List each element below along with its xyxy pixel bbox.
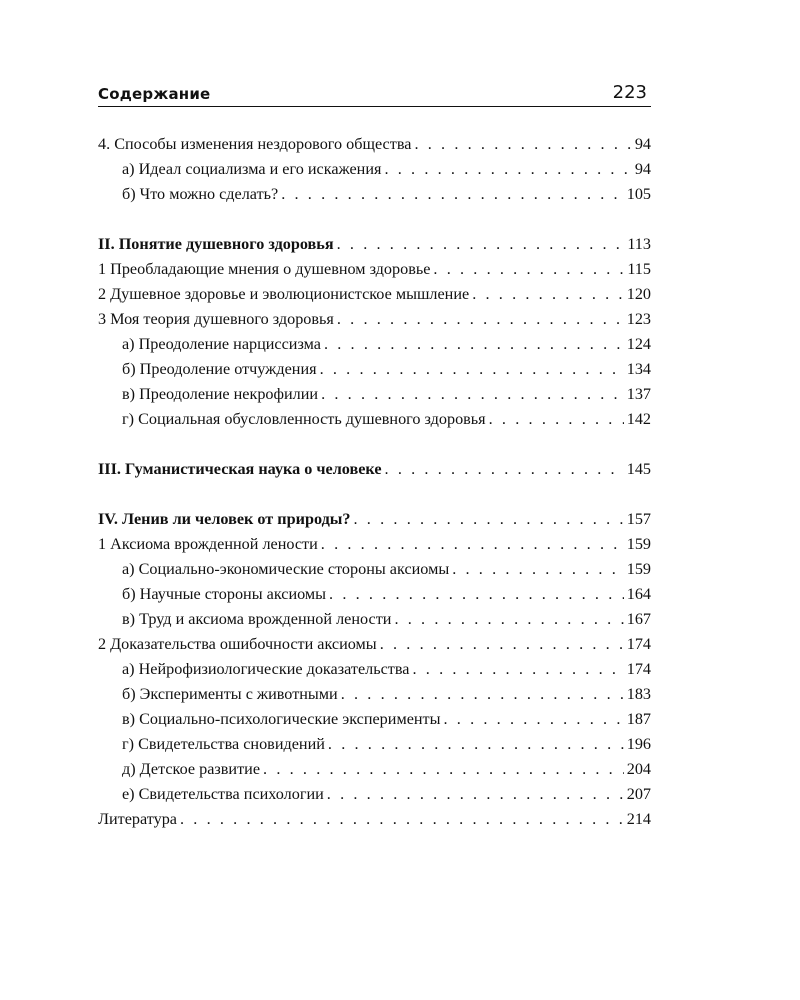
toc-entry <box>98 732 651 757</box>
toc-entry-page: 124 <box>626 335 651 353</box>
dot-leader <box>327 782 624 807</box>
table-of-contents <box>98 132 651 832</box>
toc-entry-page: 123 <box>626 310 651 328</box>
dot-leader <box>337 232 625 257</box>
toc-entry-title: 2 Доказательства ошибочности аксиомы <box>98 635 377 653</box>
header-title: Содержание <box>98 85 211 103</box>
header-page-number: 223 <box>612 82 647 103</box>
toc-entry <box>98 807 651 832</box>
toc-entry <box>98 407 651 432</box>
dot-leader <box>489 407 624 432</box>
toc-entry-title: 1 Аксиома врожденной лености <box>98 535 318 553</box>
toc-entry-page: 157 <box>626 510 651 528</box>
toc-entry-page: 94 <box>634 160 651 178</box>
toc-entry-page: 207 <box>626 785 651 803</box>
toc-entry-page: 167 <box>626 610 651 628</box>
dot-leader <box>328 732 624 757</box>
toc-entry <box>98 132 651 157</box>
dot-leader <box>380 632 624 657</box>
toc-entry <box>98 357 651 382</box>
dot-leader <box>394 607 623 632</box>
toc-entry-title: а) Социально-экономические стороны аксиомы <box>122 560 450 578</box>
dot-leader <box>321 382 624 407</box>
dot-leader <box>414 132 631 157</box>
toc-entry-title: 1 Преобладающие мнения о душевном здоровье <box>98 260 431 278</box>
toc-entry-page: 120 <box>626 285 651 303</box>
toc-entry-title: б) Преодоление отчуждения <box>122 360 317 378</box>
dot-leader <box>412 657 623 682</box>
toc-entry <box>98 607 651 632</box>
toc-entry <box>98 657 651 682</box>
toc-entry-title: е) Свидетельства психологии <box>122 785 324 803</box>
toc-entry-page: 115 <box>627 260 651 278</box>
dot-leader <box>354 507 624 532</box>
toc-entry-page: 204 <box>626 760 651 778</box>
toc-entry-page: 94 <box>634 135 651 153</box>
dot-leader <box>329 582 624 607</box>
dot-leader <box>433 257 624 282</box>
toc-entry-page: 142 <box>626 410 651 428</box>
toc-entry-page: 105 <box>626 185 651 203</box>
toc-entry <box>98 682 651 707</box>
toc-entry-title: б) Научные стороны аксиомы <box>122 585 327 603</box>
toc-entry-page: 174 <box>626 660 651 678</box>
toc-entry-page: 174 <box>626 635 651 653</box>
toc-entry <box>98 182 651 207</box>
toc-entry-page: 214 <box>626 810 651 828</box>
dot-leader <box>452 557 624 582</box>
toc-entry-title: II. Понятие душевного здоровья <box>98 235 334 253</box>
toc-entry-title: г) Свидетельства сновидений <box>122 735 325 753</box>
toc-entry-title: 3 Моя теория душевного здоровья <box>98 310 334 328</box>
toc-entry-page: 113 <box>627 235 651 253</box>
toc-entry <box>98 782 651 807</box>
toc-entry <box>98 307 651 332</box>
toc-entry-title: в) Труд и аксиома врожденной лености <box>122 610 392 628</box>
dot-leader <box>444 707 624 732</box>
toc-entry-title: в) Социально-психологические эксперименты <box>122 710 441 728</box>
toc-entry-title: а) Преодоление нарциссизма <box>122 335 321 353</box>
toc-entry-title: IV. Ленив ли человек от природы? <box>98 510 351 528</box>
dot-leader <box>337 307 624 332</box>
toc-entry-page: 145 <box>626 460 651 478</box>
toc-entry-title: б) Что можно сделать? <box>122 185 279 203</box>
toc-entry-title: 2 Душевное здоровье и эволюционистское мышление <box>98 285 470 303</box>
toc-entry <box>98 457 651 482</box>
toc-entry <box>98 332 651 357</box>
toc-entry <box>98 707 651 732</box>
dot-leader <box>320 357 624 382</box>
toc-entry-page: 187 <box>626 710 651 728</box>
toc-entry-page: 137 <box>626 385 651 403</box>
toc-entry <box>98 557 651 582</box>
toc-entry <box>98 632 651 657</box>
dot-leader <box>281 182 624 207</box>
toc-entry-title: III. Гуманистическая наука о человеке <box>98 460 382 478</box>
toc-entry <box>98 257 651 282</box>
toc-entry <box>98 507 651 532</box>
toc-entry-page: 159 <box>626 535 651 553</box>
toc-entry-title: в) Преодоление некрофилии <box>122 385 319 403</box>
dot-leader <box>384 157 631 182</box>
toc-entry-title: 4. Способы изменения нездорового общества <box>98 135 412 153</box>
toc-entry-page: 164 <box>626 585 651 603</box>
toc-entry-title: а) Идеал социализма и его искажения <box>122 160 382 178</box>
toc-entry-page: 134 <box>626 360 651 378</box>
dot-leader <box>341 682 624 707</box>
toc-entry <box>98 282 651 307</box>
dot-leader <box>321 532 624 557</box>
toc-entry <box>98 157 651 182</box>
toc-entry-page: 183 <box>626 685 651 703</box>
toc-entry <box>98 757 651 782</box>
toc-entry-title: а) Нейрофизиологические доказательства <box>122 660 410 678</box>
toc-entry-title: г) Социальная обусловленность душевного здоровья <box>122 410 486 428</box>
toc-entry-title: Литература <box>98 810 177 828</box>
toc-entry <box>98 582 651 607</box>
dot-leader <box>472 282 624 307</box>
toc-entry <box>98 532 651 557</box>
toc-entry <box>98 232 651 257</box>
dot-leader <box>324 332 624 357</box>
toc-entry-title: д) Детское развитие <box>122 760 261 778</box>
dot-leader <box>385 457 624 482</box>
toc-entry-title: б) Эксперименты с животными <box>122 685 338 703</box>
running-header <box>98 82 651 107</box>
dot-leader <box>180 807 624 832</box>
dot-leader <box>263 757 624 782</box>
toc-entry-page: 159 <box>626 560 651 578</box>
toc-entry-page: 196 <box>626 735 651 753</box>
toc-entry <box>98 382 651 407</box>
